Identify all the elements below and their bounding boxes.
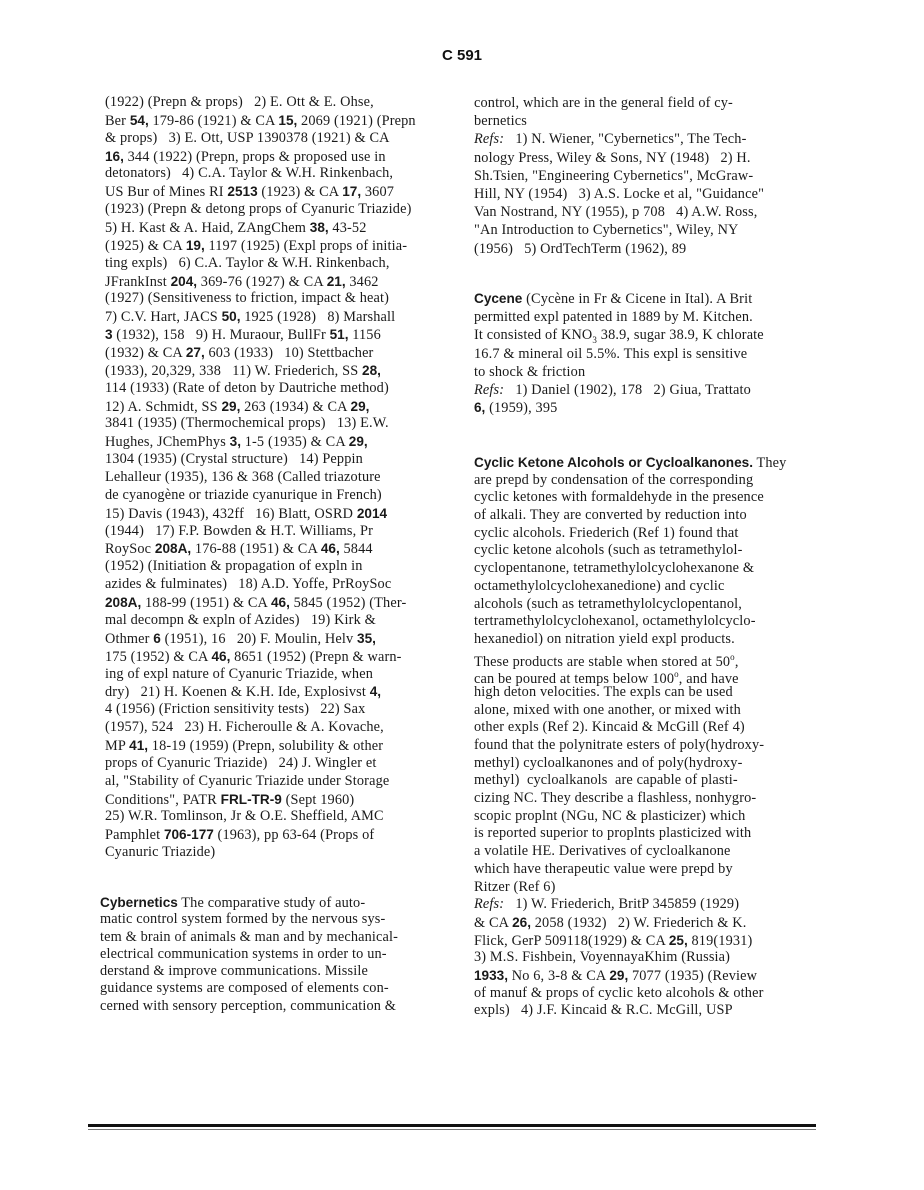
text-line bbox=[105, 362, 416, 380]
text-segment: 18-19 (1959) (Prepn, solubility & other bbox=[148, 737, 384, 754]
text-line bbox=[105, 183, 416, 201]
text-segment: 369-76 (1927) & CA bbox=[197, 273, 327, 290]
text-line bbox=[474, 808, 786, 826]
entry-cybernetics-continued bbox=[474, 94, 764, 258]
bold-text: 1933, bbox=[474, 967, 509, 983]
text-segment: derstand & improve communications. Missile bbox=[100, 963, 368, 980]
bold-text: 16, bbox=[105, 148, 124, 164]
text-segment: 179-86 (1921) & CA bbox=[148, 112, 279, 129]
text-line bbox=[474, 649, 786, 670]
text-line bbox=[474, 914, 786, 932]
text-segment: (1951), 16 20) F. Moulin, Helv bbox=[160, 630, 358, 647]
page-number-header: C 591 bbox=[441, 47, 483, 64]
bold-text: FRL-TR-9 bbox=[220, 791, 282, 807]
bold-text: 25, bbox=[668, 932, 688, 948]
text-segment: is reported superior to proplnts plasticized with bbox=[474, 825, 752, 842]
text-segment: cyclopentanone, tetramethylolcyclohexanone & bbox=[474, 560, 755, 577]
text-segment: (1927) (Sensitiveness to friction, impact & heat) bbox=[105, 290, 390, 307]
text-segment: (1963), pp 63-64 (Props of bbox=[213, 827, 375, 844]
text-line bbox=[474, 879, 786, 897]
bold-text: 208A, bbox=[154, 541, 192, 557]
text-line bbox=[474, 596, 786, 614]
text-segment: It consisted of KNO bbox=[474, 327, 593, 344]
bold-text: 38, bbox=[309, 220, 329, 236]
text-line bbox=[474, 185, 764, 203]
text-segment: de cyanogène or triazide cyanurique in French) bbox=[105, 486, 382, 503]
text-segment: expls) 4) J.F. Kincaid & R.C. McGill, USP bbox=[474, 1002, 733, 1019]
text-segment: nology Press, Wiley & Sons, NY (1948) 2) H. bbox=[474, 149, 751, 166]
text-segment: (1956) 5) OrdTechTerm (1962), 89 bbox=[474, 240, 687, 257]
text-line bbox=[105, 558, 416, 576]
bold-text: 54, bbox=[129, 112, 149, 128]
bold-text: 27, bbox=[185, 345, 205, 361]
text-line bbox=[474, 290, 764, 308]
text-segment: 43-52 bbox=[328, 220, 367, 237]
text-line bbox=[474, 203, 764, 221]
text-segment: 2058 (1932) 2) W. Friederich & K. bbox=[531, 914, 747, 931]
text-segment: 12) A. Schmidt, SS bbox=[105, 398, 222, 415]
text-line bbox=[474, 221, 764, 239]
text-segment: 3841 (1935) (Thermochemical props) 13) E.W. bbox=[105, 415, 389, 432]
text-segment: US Bur of Mines RI bbox=[105, 184, 228, 201]
text-segment: Hill, NY (1954) 3) A.S. Locke et al, "Guidance" bbox=[474, 185, 765, 202]
text-segment: cyclic alcohols. Friederich (Ref 1) found that bbox=[474, 524, 739, 541]
entry-cyclic-ketone-alcohols bbox=[474, 454, 786, 1020]
subscript-text: 3 bbox=[592, 335, 598, 346]
text-line bbox=[474, 843, 786, 861]
text-line bbox=[474, 454, 786, 472]
text-segment: 188-99 (1951) & CA bbox=[141, 595, 271, 612]
text-segment: permitted expl patented in 1889 by M. Kitchen. bbox=[474, 309, 753, 326]
text-segment: 1156 bbox=[348, 327, 381, 344]
text-segment: These products are stable when stored at 50 bbox=[474, 653, 731, 670]
superscript-text: o bbox=[730, 651, 735, 662]
text-line bbox=[474, 666, 786, 688]
text-line bbox=[474, 94, 764, 112]
text-segment: 1197 (1925) (Expl props of initia- bbox=[204, 237, 408, 254]
text-line bbox=[105, 237, 416, 255]
text-line bbox=[100, 929, 398, 946]
text-line bbox=[474, 472, 786, 490]
text-line bbox=[474, 363, 764, 381]
text-segment: Lehalleur (1935), 136 & 368 (Called triazoture bbox=[105, 469, 381, 486]
text-line bbox=[105, 201, 416, 219]
text-segment: Othmer bbox=[105, 630, 154, 647]
text-segment: Hughes, JChemPhys bbox=[105, 434, 230, 451]
text-line bbox=[474, 149, 764, 167]
text-segment: cizing NC. They describe a flashless, nonhygro- bbox=[474, 790, 757, 807]
text-segment: Ritzer (Ref 6) bbox=[474, 878, 556, 895]
text-line bbox=[105, 826, 416, 844]
text-line bbox=[105, 844, 416, 862]
text-segment: 3462 bbox=[345, 273, 379, 290]
text-line bbox=[105, 487, 416, 505]
text-line bbox=[105, 719, 416, 737]
text-segment: Cyanuric Triazide) bbox=[105, 844, 216, 861]
italic-text: Refs: bbox=[474, 381, 505, 398]
text-segment: 1) N. Wiener, "Cybernetics", The Tech- bbox=[504, 131, 747, 148]
text-segment: The comparative study of auto- bbox=[177, 895, 366, 911]
text-segment: Flick, GerP 509118(1929) & CA bbox=[474, 932, 669, 949]
text-segment: (1922) (Prepn & props) 2) E. Ott & E. Ohse, bbox=[105, 94, 374, 110]
text-segment: 7077 (1935) (Review bbox=[628, 967, 758, 984]
text-line bbox=[105, 808, 416, 826]
text-line bbox=[105, 94, 416, 112]
text-line bbox=[100, 998, 398, 1015]
entry-cybernetics bbox=[100, 894, 398, 1015]
bold-text: 2014 bbox=[356, 505, 388, 521]
bottom-rule-divider-thin bbox=[88, 1129, 816, 1130]
text-segment: control, which are in the general field of cy- bbox=[474, 95, 733, 111]
text-segment: matic control system formed by the nervous sys- bbox=[100, 911, 386, 928]
text-segment: (1925) & CA bbox=[105, 237, 186, 254]
text-line bbox=[474, 130, 764, 148]
text-segment: found that the polynitrate esters of poly(hydroxy- bbox=[474, 737, 765, 753]
text-line bbox=[474, 985, 786, 1003]
italic-text: Refs: bbox=[474, 896, 505, 913]
bold-text: 2513 bbox=[227, 184, 258, 200]
bold-text: 29, bbox=[609, 967, 629, 983]
text-segment: RoySoc bbox=[105, 541, 155, 558]
text-segment: alcohols (such as tetramethylolcyclopentanol, bbox=[474, 595, 742, 612]
text-line bbox=[105, 380, 416, 398]
text-line bbox=[474, 949, 786, 967]
bold-text: 29, bbox=[350, 398, 370, 414]
text-line bbox=[105, 219, 416, 237]
text-segment: 344 (1922) (Prepn, props & proposed use in bbox=[123, 148, 386, 165]
text-segment: of manuf & props of cyclic keto alcohols & other bbox=[474, 984, 764, 1001]
text-line bbox=[105, 755, 416, 773]
text-segment: cerned with sensory perception, communication & bbox=[100, 997, 397, 1014]
bold-text: 35, bbox=[357, 630, 376, 646]
text-segment: (1932) & CA bbox=[105, 345, 186, 362]
bold-text: 204, bbox=[170, 273, 198, 289]
text-segment: cyclic ketones with formaldehyde in the presence bbox=[474, 489, 764, 506]
text-segment: (1957), 524 23) H. Ficheroulle & A. Kovache, bbox=[105, 719, 384, 736]
text-line bbox=[474, 1002, 786, 1020]
text-line bbox=[474, 112, 764, 130]
text-segment: (1959), 395 bbox=[485, 400, 558, 417]
bold-text: 15, bbox=[278, 112, 298, 128]
text-segment: 3607 bbox=[361, 184, 395, 201]
text-segment: Van Nostrand, NY (1955), p 708 4) A.W. Ross, bbox=[474, 204, 758, 221]
text-segment: , bbox=[734, 653, 739, 670]
text-segment: cyclic ketone alcohols (such as tetramethylol- bbox=[474, 542, 743, 559]
text-segment: 176-88 (1951) & CA bbox=[191, 541, 321, 558]
text-segment: 5845 (1952) (Ther- bbox=[289, 595, 407, 612]
text-line bbox=[105, 398, 416, 416]
text-line bbox=[100, 980, 398, 997]
text-segment: 7) C.V. Hart, JACS bbox=[105, 309, 222, 326]
text-line bbox=[474, 167, 764, 185]
bold-text: 17, bbox=[342, 184, 362, 200]
bold-text: 46, bbox=[211, 648, 231, 664]
text-segment: al, "Stability of Cyanuric Triazide under Storage bbox=[105, 772, 390, 789]
text-segment: tertramethylolcyclohexanol, octamethylolcyclo- bbox=[474, 613, 756, 630]
text-segment: 5) H. Kast & A. Haid, ZAngChem bbox=[105, 220, 310, 237]
text-line bbox=[105, 290, 416, 308]
text-segment: ting expls) 6) C.A. Taylor & W.H. Rinkenbach, bbox=[105, 254, 390, 271]
bold-text: 706-177 bbox=[163, 827, 214, 843]
italic-text: Refs: bbox=[474, 131, 505, 148]
text-segment: 1) W. Friederich, BritP 345859 (1929) bbox=[504, 896, 740, 913]
text-line bbox=[474, 326, 764, 344]
text-segment: a volatile HE. Derivatives of cycloalkanone bbox=[474, 843, 731, 860]
text-line bbox=[474, 308, 764, 326]
text-line bbox=[474, 542, 786, 560]
bold-text: Cybernetics bbox=[100, 895, 178, 910]
text-segment: props of Cyanuric Triazide) 24) J. Wingler et bbox=[105, 754, 377, 771]
text-segment: (Sept 1960) bbox=[281, 791, 355, 808]
text-line bbox=[474, 560, 786, 578]
text-segment: "An Introduction to Cybernetics", Wiley, NY bbox=[474, 222, 739, 239]
text-line bbox=[474, 755, 786, 773]
text-line bbox=[474, 489, 786, 507]
text-line bbox=[474, 525, 786, 543]
text-segment: JFrankInst bbox=[105, 273, 171, 290]
text-segment: 8651 (1952) (Prepn & warn- bbox=[230, 648, 402, 665]
text-segment: bernetics bbox=[474, 113, 527, 130]
text-segment: high deton velocities. The expls can be used bbox=[474, 683, 733, 700]
text-segment: 16.7 & mineral oil 5.5%. This expl is sensitive bbox=[474, 345, 748, 362]
text-line bbox=[474, 719, 786, 737]
text-segment: octamethylolcyclohexanedione) and cyclic bbox=[474, 577, 725, 594]
text-line bbox=[105, 469, 416, 487]
text-segment: tem & brain of animals & man and by mechanical- bbox=[100, 928, 399, 945]
text-line bbox=[105, 666, 416, 684]
text-segment: (1952) (Initiation & propagation of expln in bbox=[105, 558, 363, 575]
text-segment: to shock & friction bbox=[474, 363, 586, 380]
text-segment: , and have bbox=[678, 671, 739, 688]
text-line bbox=[474, 861, 786, 879]
text-line bbox=[105, 612, 416, 630]
text-segment: 1925 (1928) 8) Marshall bbox=[240, 309, 396, 326]
text-line bbox=[100, 946, 398, 963]
text-segment: Ber bbox=[105, 112, 130, 129]
text-line bbox=[105, 451, 416, 469]
bottom-rule-divider bbox=[88, 1124, 816, 1127]
text-segment: guidance systems are composed of elements con- bbox=[100, 980, 389, 997]
bold-text: 29, bbox=[221, 398, 241, 414]
text-line bbox=[105, 791, 416, 809]
bold-text: 4, bbox=[369, 684, 382, 700]
text-segment: & props) 3) E. Ott, USP 1390378 (1921) & CA bbox=[105, 129, 390, 146]
text-segment: 4 (1956) (Friction sensitivity tests) 22) Sax bbox=[105, 701, 366, 718]
text-segment: 114 (1933) (Rate of deton by Dautriche method) bbox=[105, 379, 389, 396]
text-segment: alone, mixed with one another, or mixed with bbox=[474, 701, 741, 718]
text-line bbox=[105, 308, 416, 326]
text-segment: (1932), 158 9) H. Muraour, BullFr bbox=[112, 327, 330, 344]
text-segment: 15) Davis (1943), 432ff 16) Blatt, OSRD bbox=[105, 505, 357, 522]
bold-text: 29, bbox=[348, 434, 368, 450]
text-line bbox=[474, 702, 786, 720]
bold-text: 46, bbox=[320, 541, 340, 557]
text-segment: which have therapeutic value were prepd by bbox=[474, 860, 733, 877]
text-segment: 1-5 (1935) & CA bbox=[240, 434, 349, 451]
text-line bbox=[474, 240, 764, 258]
bold-text: 28, bbox=[362, 362, 381, 378]
text-line bbox=[474, 399, 764, 417]
text-line bbox=[474, 737, 786, 755]
text-segment: scopic proplnt (NGu, NC & plasticizer) which bbox=[474, 807, 746, 824]
bold-text: 51, bbox=[329, 327, 349, 343]
text-segment: 175 (1952) & CA bbox=[105, 648, 212, 665]
text-segment: hexanediol) on nitration yield expl products. bbox=[474, 630, 735, 647]
text-line bbox=[105, 273, 416, 291]
text-line bbox=[105, 737, 416, 755]
text-segment: other expls (Ref 2). Kincaid & McGill (Ref 4) bbox=[474, 719, 745, 736]
text-segment: 2069 (1921) (Prepn bbox=[297, 112, 416, 129]
text-line bbox=[105, 415, 416, 433]
text-segment: Sh.Tsien, "Engineering Cybernetics", McGraw- bbox=[474, 167, 754, 184]
text-segment: 25) W.R. Tomlinson, Jr & O.E. Sheffield, AMC bbox=[105, 808, 384, 825]
bold-text: 26, bbox=[512, 914, 531, 930]
text-line bbox=[105, 505, 416, 523]
text-segment: Conditions", PATR bbox=[105, 791, 221, 808]
text-line bbox=[105, 112, 416, 130]
text-line bbox=[105, 683, 416, 701]
bold-text: 6 bbox=[153, 630, 161, 646]
text-line bbox=[474, 381, 764, 399]
text-segment: (1933), 20,329, 338 11) W. Friederich, SS bbox=[105, 362, 363, 379]
text-segment: mal decompn & expln of Azides) 19) Kirk & bbox=[105, 611, 376, 628]
text-line bbox=[474, 507, 786, 525]
text-segment: 263 (1934) & CA bbox=[240, 398, 351, 415]
text-line bbox=[105, 576, 416, 594]
text-line bbox=[474, 967, 786, 985]
text-line bbox=[474, 932, 786, 950]
text-line bbox=[105, 701, 416, 719]
superscript-text: o bbox=[674, 669, 679, 680]
entry-cycene bbox=[474, 290, 764, 417]
text-segment: dry) 21) H. Koenen & K.H. Ide, Explosivst bbox=[105, 684, 370, 701]
text-line bbox=[105, 523, 416, 541]
bold-text: 21, bbox=[326, 273, 346, 289]
text-segment: (1923) & CA bbox=[257, 184, 343, 201]
text-line bbox=[105, 773, 416, 791]
text-line bbox=[474, 684, 786, 702]
text-segment: electrical communication systems in order to un- bbox=[100, 945, 387, 962]
text-line bbox=[474, 790, 786, 808]
text-line bbox=[105, 148, 416, 166]
text-segment: & CA bbox=[474, 914, 513, 931]
text-line bbox=[474, 578, 786, 596]
text-segment: (1923) (Prepn & detong props of Cyanuric Triazide) bbox=[105, 201, 412, 218]
text-line bbox=[474, 825, 786, 843]
text-line bbox=[100, 911, 398, 928]
text-segment: 819(1931) bbox=[687, 932, 753, 949]
text-segment: ing of expl nature of Cyanuric Triazide, when bbox=[105, 665, 374, 682]
bold-text: 41, bbox=[129, 737, 149, 753]
text-segment: methyl) cycloalkanols are capable of plasti- bbox=[474, 772, 738, 789]
text-segment: 3) M.S. Fishbein, VoyennayaKhim (Russia) bbox=[474, 949, 731, 966]
bold-text: Cyclic Ketone Alcohols or Cycloalkanones. bbox=[474, 455, 754, 470]
bold-text: 46, bbox=[270, 595, 290, 611]
text-segment: They bbox=[753, 455, 787, 471]
bold-text: 208A, bbox=[105, 595, 142, 611]
text-segment: 38.9, sugar 38.9, K chlorate bbox=[597, 327, 764, 344]
text-line bbox=[100, 963, 398, 980]
text-line bbox=[100, 894, 398, 911]
text-segment: of alkali. They are converted by reduction into bbox=[474, 507, 747, 524]
bold-text: 50, bbox=[221, 309, 241, 325]
text-segment: are prepd by condensation of the corresponding bbox=[474, 471, 754, 488]
text-line bbox=[105, 326, 416, 344]
bold-text: 6, bbox=[474, 400, 486, 416]
text-line bbox=[474, 613, 786, 631]
text-segment: can be poured at temps below 100 bbox=[474, 671, 675, 688]
bold-text: Cycene bbox=[474, 291, 523, 306]
text-line bbox=[474, 772, 786, 790]
text-segment: azides & fulminates) 18) A.D. Yoffe, PrRoySoc bbox=[105, 576, 392, 593]
text-segment: MP bbox=[105, 737, 130, 754]
text-line bbox=[105, 540, 416, 558]
text-line bbox=[105, 433, 416, 451]
text-segment: detonators) 4) C.A. Taylor & W.H. Rinkenbach, bbox=[105, 165, 394, 182]
bold-text: 3, bbox=[229, 434, 241, 450]
text-line bbox=[474, 896, 786, 914]
text-line bbox=[105, 630, 416, 648]
bold-text: 19, bbox=[185, 237, 205, 253]
text-line bbox=[105, 344, 416, 362]
text-line bbox=[105, 165, 416, 183]
text-line bbox=[105, 594, 416, 612]
text-segment: methyl) cycloalkanones and of poly(hydroxy- bbox=[474, 754, 743, 771]
text-segment: (Cycène in Fr & Cicene in Ital). A Brit bbox=[522, 291, 753, 307]
left-column-references bbox=[105, 94, 416, 862]
text-segment: 603 (1933) 10) Stettbacher bbox=[204, 345, 374, 362]
text-segment: (1944) 17) F.P. Bowden & H.T. Williams, Pr bbox=[105, 522, 374, 539]
text-line bbox=[105, 648, 416, 666]
text-segment: No 6, 3-8 & CA bbox=[508, 967, 610, 984]
text-line bbox=[105, 255, 416, 273]
text-line bbox=[474, 631, 786, 649]
text-segment: 5844 bbox=[339, 541, 373, 558]
text-segment: 1) Daniel (1902), 178 2) Giua, Trattato bbox=[504, 381, 751, 398]
text-segment: 1304 (1935) (Crystal structure) 14) Peppin bbox=[105, 451, 363, 468]
text-segment: Pamphlet bbox=[105, 827, 164, 844]
text-line bbox=[474, 345, 764, 363]
text-line bbox=[105, 130, 416, 148]
bold-text: 3 bbox=[105, 327, 113, 343]
